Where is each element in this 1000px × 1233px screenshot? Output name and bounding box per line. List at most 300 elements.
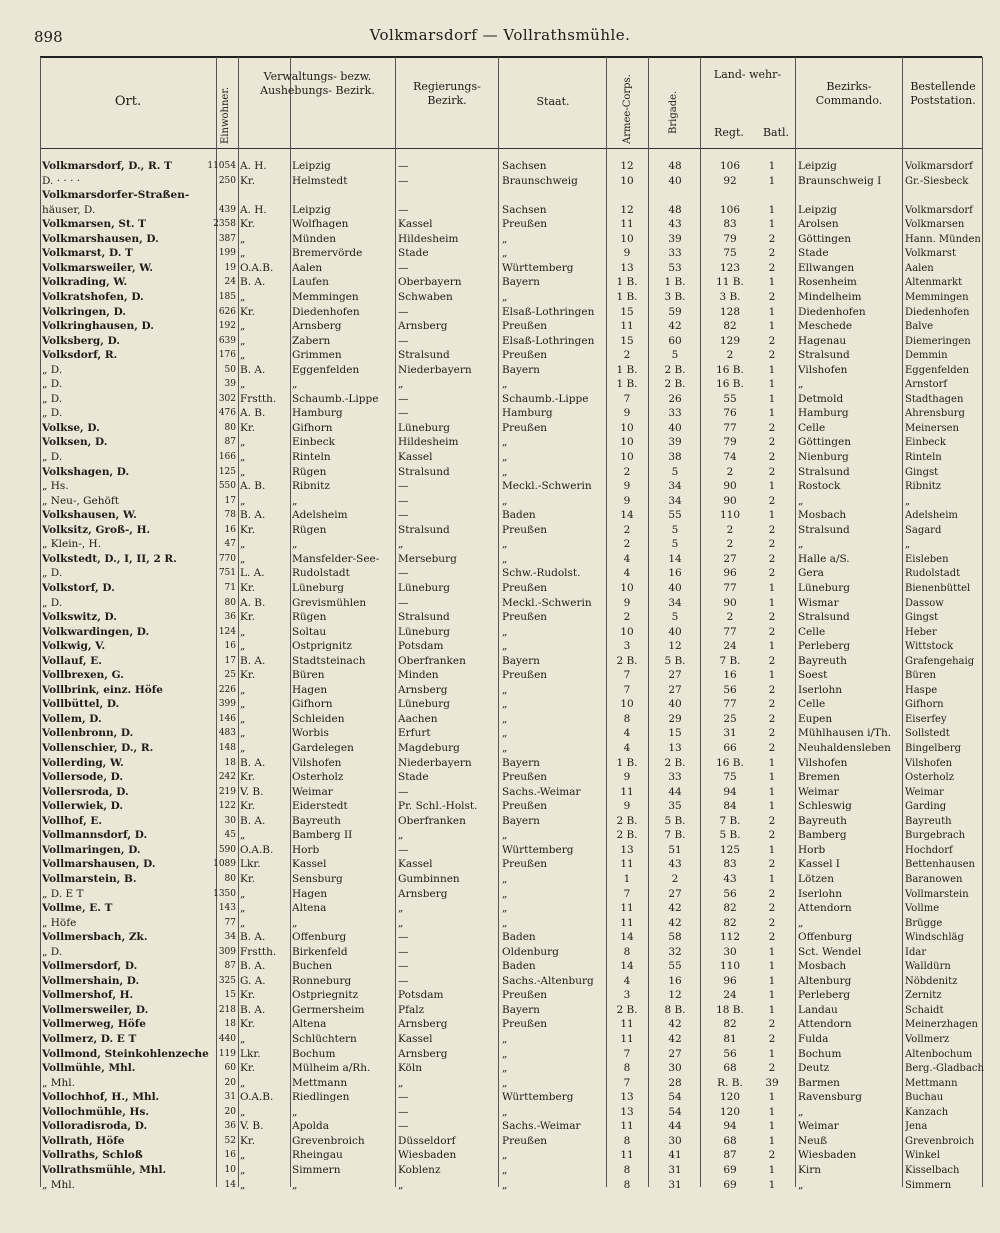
battalion: 1 [768, 872, 776, 885]
district-command: Ravensburg [798, 1091, 862, 1104]
landwehr-regiment: R. B. [717, 1076, 743, 1089]
place-name: Vollmarshausen, D. [42, 858, 156, 871]
district-command: Lötzen [798, 872, 835, 885]
post-station: Schaidt [905, 1004, 944, 1016]
landwehr-regiment: 24 [723, 989, 737, 1002]
battalion: 1 [768, 480, 776, 493]
army-corps: 11 [620, 1149, 634, 1162]
district: Grevenbroich [292, 1134, 365, 1147]
inhabitants: 122 [218, 801, 236, 812]
place-name: Volkratshofen, D. [42, 290, 144, 303]
army-corps: 11 [620, 320, 634, 333]
battalion: 1 [768, 1047, 776, 1060]
district-command: Bremen [798, 771, 840, 784]
authority: „ [240, 320, 246, 333]
state: Preußen [502, 800, 548, 813]
govt-district: — [398, 334, 409, 347]
army-corps: 7 [623, 1076, 631, 1089]
state: „ [502, 698, 508, 711]
landwehr-regiment: 128 [719, 305, 741, 318]
battalion: 1 [768, 596, 776, 609]
govt-district: Minden [398, 669, 439, 682]
brigade: 33 [668, 407, 682, 420]
district-command: Vilshofen [798, 363, 848, 376]
battalion: 1 [768, 305, 776, 318]
state: Preußen [502, 1134, 548, 1147]
landwehr-regiment: 7 B. [719, 814, 741, 827]
battalion: 1 [768, 669, 776, 682]
army-corps: 4 [623, 974, 631, 987]
inhabitants: 2358 [213, 219, 236, 230]
govt-district: — [398, 567, 409, 580]
brigade: 30 [668, 1134, 682, 1147]
district: Gardelegen [292, 742, 354, 754]
district: Ronneburg [292, 974, 352, 987]
state: „ [502, 552, 508, 565]
battalion: 1 [768, 363, 776, 376]
battalion: 1 [768, 640, 776, 653]
authority: „ [240, 378, 246, 391]
header-einwohner: Einwohner. [220, 86, 231, 144]
post-station: Heber [905, 626, 937, 638]
district: Soltau [292, 625, 327, 638]
govt-district: „ [398, 902, 404, 915]
landwehr-regiment: 79 [723, 232, 737, 245]
district-command: Meschede [798, 320, 853, 333]
authority: Kr. [240, 800, 256, 813]
district: Schlüchtern [292, 1033, 357, 1045]
district-command: Diedenhofen [798, 305, 866, 318]
army-corps: 13 [620, 261, 634, 274]
inhabitants: 1350 [213, 888, 236, 899]
district: „ [292, 916, 298, 929]
brigade: 1 B. [664, 276, 686, 289]
govt-district: Lüneburg [398, 625, 450, 638]
post-station: Nöbdenitz [905, 975, 958, 987]
battalion: 1 [768, 392, 776, 405]
place-name: Vollenbronn, D. [42, 727, 134, 740]
inhabitants: 250 [218, 175, 236, 186]
govt-district: Potsdam [398, 989, 444, 1002]
authority: „ [240, 232, 246, 245]
place-name: Vollochhof, H., Mhl. [42, 1091, 160, 1104]
brigade: 14 [668, 552, 682, 565]
district: Grevismühlen [292, 596, 367, 609]
battalion: 1 [768, 945, 776, 958]
district: Sensburg [292, 872, 343, 885]
post-station: Vilshofen [905, 757, 953, 769]
brigade: 40 [668, 581, 682, 594]
district-command: Mosbach [798, 509, 847, 522]
battalion: 2 [768, 494, 776, 507]
state: „ [502, 1062, 508, 1075]
landwehr-regiment: 2 [726, 538, 734, 551]
post-station: Rudolstadt [905, 568, 961, 580]
district-command: Hamburg [798, 407, 849, 420]
authority: Kr. [240, 872, 256, 885]
authority: Kr. [240, 174, 256, 187]
inhabitants: 219 [218, 786, 236, 797]
govt-district: Arnsberg [398, 1018, 448, 1031]
govt-district: Hildesheim [398, 436, 459, 449]
state: Württemberg [502, 843, 574, 856]
army-corps: 1 B. [616, 276, 638, 289]
place-name: häuser, D. [42, 203, 96, 216]
govt-district: Aachen [398, 712, 438, 725]
district-command: Mindelheim [798, 290, 862, 303]
inhabitants: 16 [224, 641, 236, 652]
place-name: Vollmannsdorf, D. [42, 829, 148, 842]
govt-district: — [398, 785, 409, 798]
inhabitants: 87 [224, 961, 236, 972]
place-name: Volkstedt, D., I, II, 2 R. [42, 552, 177, 565]
battalion: 1 [768, 974, 776, 987]
place-name: Volkshagen, D. [42, 465, 130, 478]
state: Elsaß-Lothringen [502, 334, 595, 347]
inhabitants: 226 [218, 684, 236, 695]
brigade: 38 [668, 451, 682, 463]
brigade: 16 [668, 567, 682, 580]
battalion: 1 [768, 1120, 776, 1133]
authority: B. A. [240, 363, 266, 376]
army-corps: 4 [623, 742, 631, 754]
state: „ [502, 829, 508, 842]
district: „ [292, 538, 298, 551]
place-name: „ D. [42, 363, 63, 376]
place-name: Vollmershain, D. [42, 974, 140, 987]
district: Hagen [292, 683, 328, 696]
govt-district: Stralsund [398, 465, 450, 478]
header-verwaltung: Verwaltungs- bezw. Aushebungs- Bezirk. [260, 70, 375, 97]
inhabitants: 483 [218, 728, 236, 739]
place-name: Volkrading, W. [42, 276, 128, 289]
brigade: 2 B. [664, 756, 686, 769]
inhabitants: 47 [224, 539, 236, 550]
battalion: 2 [768, 902, 776, 915]
battalion: 1 [768, 581, 776, 594]
inhabitants: 143 [218, 903, 236, 914]
post-station: Volkmarst [905, 248, 956, 260]
post-station: Meinersen [905, 422, 959, 434]
district: Schaumb.-Lippe [292, 392, 379, 405]
army-corps: 9 [623, 771, 631, 784]
post-station: Volkmarsdorf [905, 161, 973, 172]
place-name: Vollmerweg, Höfe [42, 1018, 146, 1031]
inhabitants: 590 [218, 844, 236, 855]
place-name: Volkmarst, D. T [42, 247, 133, 260]
army-corps: 13 [620, 1091, 634, 1104]
post-station: Gifhorn [905, 699, 944, 711]
inhabitants: 24 [224, 277, 236, 288]
landwehr-regiment: 5 B. [719, 829, 741, 842]
state: „ [502, 887, 508, 900]
post-station: Simmern [905, 1179, 952, 1191]
govt-district: — [398, 174, 409, 187]
army-corps: 8 [623, 712, 631, 725]
district-command: „ [798, 916, 804, 929]
district-command: Eupen [798, 712, 833, 725]
district: Schleiden [292, 712, 345, 725]
brigade: 12 [668, 640, 682, 653]
district-command: „ [798, 494, 804, 507]
authority: B. A. [240, 276, 266, 289]
state: Preußen [502, 523, 548, 536]
govt-district: „ [398, 1178, 404, 1191]
place-name: Vollbrink, einz. Höfe [42, 683, 163, 696]
district: Buchen [292, 960, 333, 973]
battalion: 1 [768, 771, 776, 784]
district: Altena [292, 1018, 327, 1031]
authority: V. B. [240, 1120, 264, 1133]
army-corps: 9 [623, 800, 631, 813]
battalion: 2 [768, 654, 776, 667]
place-name: Volksitz, Groß-, H. [42, 523, 151, 536]
battalion: 2 [768, 290, 776, 303]
district: Rheingau [292, 1149, 343, 1162]
landwehr-regiment: 96 [723, 567, 737, 580]
brigade: 5 [671, 465, 679, 478]
post-station: Memmingen [905, 291, 969, 303]
district: Rudolstadt [292, 567, 350, 580]
district-command: Celle [798, 625, 826, 638]
place-name: Volkmarsweiler, W. [42, 261, 154, 274]
battalion: 2 [768, 552, 776, 565]
army-corps: 10 [620, 625, 634, 638]
landwehr-regiment: 81 [723, 1033, 737, 1045]
brigade: 51 [668, 843, 682, 856]
authority: „ [240, 902, 246, 915]
state: Württemberg [502, 261, 574, 274]
district-command: Bamberg [798, 829, 847, 842]
brigade: 42 [668, 1018, 682, 1031]
state: „ [502, 1105, 508, 1118]
landwehr-regiment: 2 [726, 611, 734, 624]
battalion: 1 [768, 1134, 776, 1147]
state: „ [502, 640, 508, 653]
state: Bayern [502, 1003, 540, 1016]
army-corps: 11 [620, 218, 634, 231]
inhabitants: 751 [218, 568, 236, 579]
state: Braunschweig [502, 174, 578, 187]
district-command: Neuß [798, 1134, 828, 1147]
landwehr-regiment: 2 [726, 465, 734, 478]
place-name: „ Klein-, H. [42, 538, 102, 551]
brigade: 44 [668, 1120, 682, 1133]
district-command: „ [798, 378, 804, 391]
district: Apolda [292, 1120, 329, 1133]
brigade: 48 [668, 203, 682, 216]
govt-district: Oberbayern [398, 276, 462, 289]
landwehr-regiment: 31 [723, 727, 737, 740]
state: „ [502, 1047, 508, 1060]
brigade: 5 [671, 349, 679, 362]
inhabitants: 17 [224, 655, 236, 666]
landwehr-regiment: 18 B. [716, 1003, 744, 1016]
place-name: Vollerwiek, D. [42, 800, 124, 813]
state: „ [502, 451, 508, 463]
govt-district: Kassel [398, 1033, 433, 1045]
govt-district: Kassel [398, 858, 433, 871]
place-name: Volkringhausen, D. [42, 320, 154, 333]
district: Laufen [292, 276, 329, 289]
district-command: Soest [798, 669, 828, 682]
district-command: Lüneburg [798, 581, 850, 594]
place-name: „ D. E T [42, 887, 84, 900]
landwehr-regiment: 82 [723, 916, 737, 929]
district-command: Göttingen [798, 436, 851, 449]
header-bezirks: Bezirks- Commando. [815, 80, 883, 107]
landwehr-regiment: 77 [723, 421, 737, 434]
post-station: Volkmarsen [905, 219, 965, 231]
authority: Frstth. [240, 392, 277, 405]
army-corps: 15 [620, 334, 634, 347]
brigade: 2 B. [664, 363, 686, 376]
authority: „ [240, 465, 246, 478]
place-name: Vollrathsmühle, Mhl. [42, 1163, 167, 1176]
state: „ [502, 436, 508, 449]
district: Weimar [292, 785, 333, 798]
battalion: 2 [768, 451, 776, 463]
running-head: Volkmarsdorf — Vollrathsmühle. [369, 26, 631, 44]
landwehr-regiment: 75 [723, 771, 737, 784]
army-corps: 2 B. [616, 654, 638, 667]
govt-district: „ [398, 829, 404, 842]
state: „ [502, 1178, 508, 1191]
inhabitants: 25 [224, 670, 236, 681]
govt-district: Arnsberg [398, 1047, 448, 1060]
authority: „ [240, 436, 246, 449]
post-station: Hochdorf [905, 844, 953, 856]
header-regierung: Regierungs- Bezirk. [413, 80, 481, 107]
army-corps: 9 [623, 596, 631, 609]
inhabitants: 199 [218, 248, 236, 259]
district-command: Neuhaldensleben [798, 742, 891, 754]
place-name: Volkwig, V. [42, 640, 106, 653]
authority: „ [240, 683, 246, 696]
inhabitants: 20 [224, 1077, 236, 1088]
authority: Kr. [240, 305, 256, 318]
govt-district: Potsdam [398, 640, 444, 653]
inhabitants: 87 [224, 437, 236, 448]
landwehr-regiment: 96 [723, 974, 737, 987]
place-name: Vollraths, Schloß [42, 1149, 143, 1162]
landwehr-regiment: 82 [723, 320, 737, 333]
authority: V. B. [240, 785, 264, 798]
inhabitants: 78 [224, 510, 236, 521]
authority: Kr. [240, 669, 256, 682]
landwehr-regiment: 30 [723, 945, 737, 958]
place-name: Volkse, D. [42, 421, 100, 434]
district: Riedlingen [292, 1091, 350, 1104]
battalion: 2 [768, 261, 776, 274]
govt-district: — [398, 1105, 409, 1118]
district: Eggenfelden [292, 363, 360, 376]
state: Württemberg [502, 1091, 574, 1104]
place-name: Vollrath, Höfe [42, 1134, 125, 1147]
brigade: 60 [668, 334, 682, 347]
battalion: 2 [768, 349, 776, 362]
brigade: 13 [668, 742, 682, 754]
brigade: 58 [668, 931, 682, 944]
landwehr-regiment: 129 [719, 334, 741, 347]
inhabitants: 148 [218, 743, 236, 753]
district: Mettmann [292, 1076, 348, 1089]
inhabitants: 639 [218, 335, 236, 346]
inhabitants: 14 [224, 1179, 236, 1190]
army-corps: 7 [623, 683, 631, 696]
place-name: „ D. [42, 392, 63, 405]
district-command: Wiesbaden [798, 1149, 857, 1162]
place-name: Vollauf, E. [42, 654, 102, 667]
inhabitants: 30 [224, 815, 236, 826]
district-command: Leipzig [798, 160, 837, 172]
army-corps: 12 [620, 203, 634, 216]
post-station: Vollmarstein [905, 888, 969, 900]
district-command: Bayreuth [798, 654, 847, 667]
brigade: 40 [668, 174, 682, 187]
authority: O.A.B. [240, 261, 274, 274]
state: „ [502, 378, 508, 391]
district: Leipzig [292, 203, 331, 216]
army-corps: 10 [620, 436, 634, 449]
brigade: 2 [671, 872, 679, 885]
brigade: 55 [668, 509, 682, 522]
brigade: 32 [668, 945, 682, 958]
army-corps: 9 [623, 494, 631, 507]
district: Offenburg [292, 931, 347, 944]
state: Bayern [502, 756, 540, 769]
state: „ [502, 538, 508, 551]
army-corps: 2 [623, 349, 631, 362]
army-corps: 2 [623, 465, 631, 478]
govt-district: „ [398, 1076, 404, 1089]
authority: Kr. [240, 421, 256, 434]
army-corps: 8 [623, 945, 631, 958]
state: „ [502, 916, 508, 929]
landwehr-regiment: 83 [723, 858, 737, 871]
inhabitants: 15 [224, 990, 236, 1001]
govt-district: Stralsund [398, 349, 450, 362]
state: Hamburg [502, 407, 553, 420]
landwehr-regiment: 56 [723, 683, 737, 696]
place-name: „ Hs. [42, 480, 69, 493]
brigade: 31 [668, 1163, 682, 1176]
district: Helmstedt [292, 174, 348, 187]
brigade: 53 [668, 261, 682, 274]
post-station: Zernitz [905, 990, 942, 1002]
brigade: 40 [668, 698, 682, 711]
battalion: 1 [768, 843, 776, 856]
district: Mansfelder-See- [292, 552, 380, 565]
govt-district: — [398, 974, 409, 987]
army-corps: 11 [620, 1120, 634, 1133]
landwehr-regiment: 106 [719, 160, 741, 172]
state: Bayern [502, 363, 540, 376]
brigade: 34 [668, 480, 682, 493]
district: Rügen [292, 523, 327, 536]
inhabitants: 192 [218, 321, 236, 332]
authority: „ [240, 712, 246, 725]
post-station: Brügge [905, 917, 943, 929]
authority: „ [240, 290, 246, 303]
battalion: 2 [768, 611, 776, 624]
place-name: Vollenschier, D., R. [42, 742, 154, 754]
authority: „ [240, 727, 246, 740]
district-command: Stralsund [798, 611, 850, 624]
post-station: Büren [905, 670, 936, 682]
army-corps: 15 [620, 305, 634, 318]
state: Elsaß-Lothringen [502, 305, 595, 318]
